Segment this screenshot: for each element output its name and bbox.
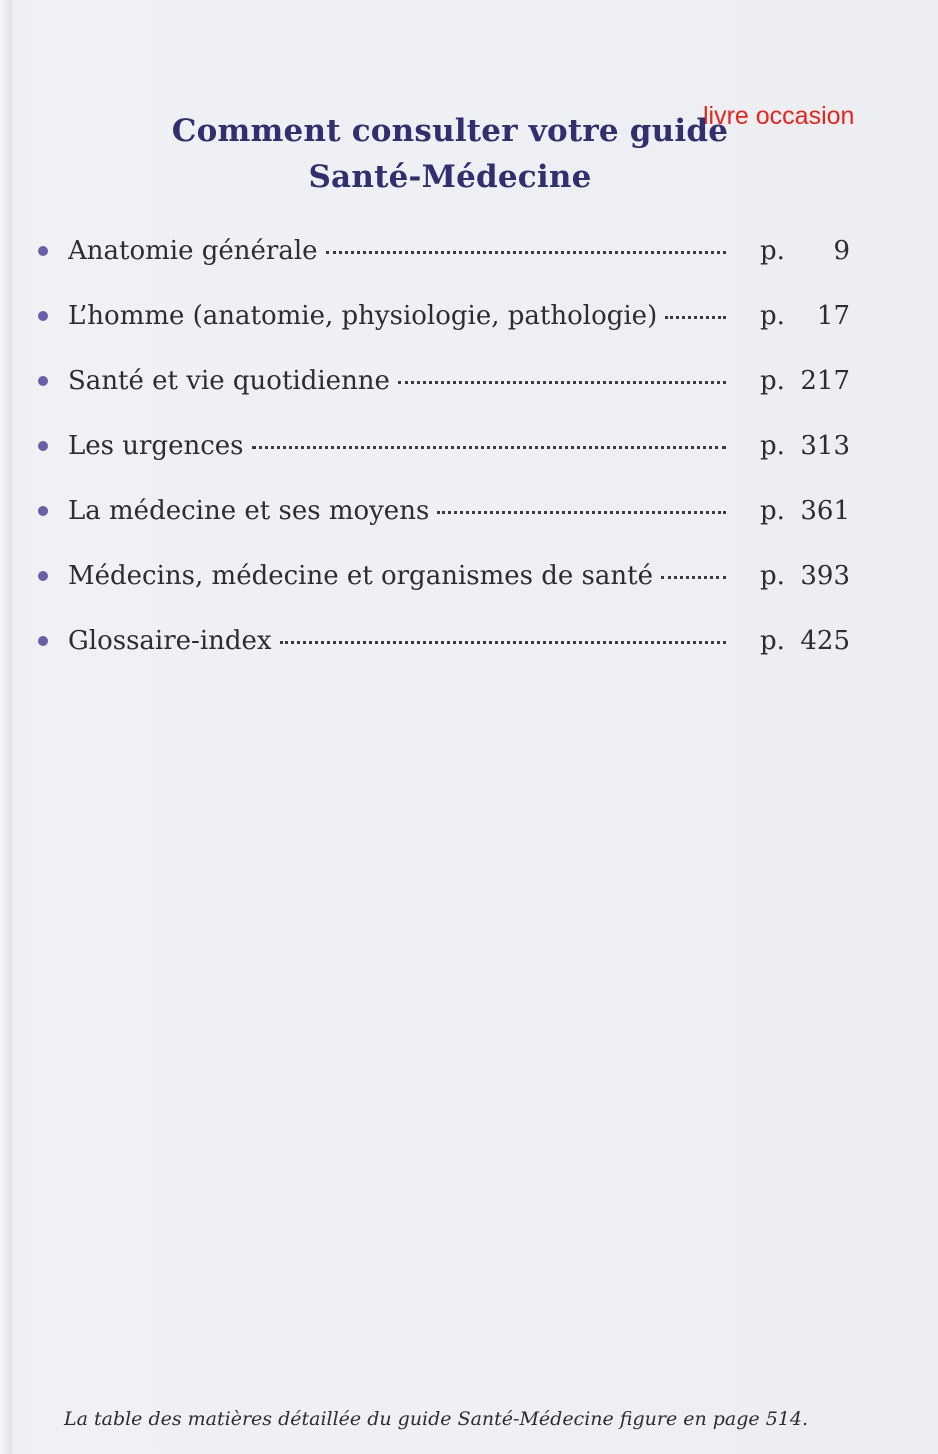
toc-item-label: Les urgences	[68, 430, 244, 461]
toc-item-label: Médecins, médecine et organismes de santé	[68, 560, 653, 591]
bullet-icon	[38, 506, 48, 516]
page-number: 393	[800, 560, 850, 591]
toc-item-les-urgences[interactable]	[38, 413, 858, 478]
dot-leader	[398, 381, 726, 384]
toc-item-medecine-moyens[interactable]	[38, 478, 858, 543]
footnote: La table des matières détaillée du guide Santé-Médecine figure en page 514.	[64, 1408, 808, 1430]
bullet-icon	[38, 376, 48, 386]
toc-page-ref	[760, 366, 850, 396]
page-prefix: p.	[760, 235, 785, 266]
toc-page-ref	[760, 301, 850, 331]
dot-leader	[665, 316, 726, 319]
toc-item-label: Santé et vie quotidienne	[68, 365, 390, 396]
title-line-2: Santé-Médecine	[308, 159, 592, 195]
toc-item-glossaire-index[interactable]	[38, 608, 858, 673]
toc-page-ref	[760, 561, 850, 591]
page-spine-edge	[0, 0, 12, 1454]
bullet-icon	[38, 636, 48, 646]
toc-item-label: Glossaire-index	[68, 625, 272, 656]
page-number: 425	[800, 625, 850, 656]
toc-entry-body	[68, 431, 728, 461]
table-of-contents	[38, 218, 858, 673]
page-title	[120, 108, 780, 200]
toc-item-sante-vie-quotidienne[interactable]	[38, 348, 858, 413]
toc-entry-body	[68, 496, 728, 526]
toc-entry-body	[68, 626, 728, 656]
toc-item-label: Anatomie générale	[68, 235, 318, 266]
dot-leader	[252, 446, 727, 449]
toc-entry-body	[68, 366, 728, 396]
toc-item-medecins-organismes[interactable]	[38, 543, 858, 608]
dot-leader	[437, 511, 726, 514]
toc-entry-body	[68, 236, 728, 266]
page-number: 9	[833, 235, 850, 266]
bullet-icon	[38, 311, 48, 321]
toc-item-label: La médecine et ses moyens	[68, 495, 430, 526]
dot-leader	[661, 576, 726, 579]
toc-item-l-homme[interactable]	[38, 283, 858, 348]
page-number: 217	[800, 365, 850, 396]
page-prefix: p.	[760, 625, 785, 656]
bullet-icon	[38, 571, 48, 581]
watermark-label: livre occasion	[703, 102, 855, 130]
page-prefix: p.	[760, 430, 785, 461]
title-line-1: Comment consulter votre guide	[171, 113, 729, 149]
page-prefix: p.	[760, 560, 785, 591]
page-prefix: p.	[760, 365, 785, 396]
page-number: 361	[800, 495, 850, 526]
dot-leader	[280, 641, 726, 644]
bullet-icon	[38, 441, 48, 451]
toc-page-ref	[760, 496, 850, 526]
toc-entry-body	[68, 561, 728, 591]
dot-leader	[326, 251, 726, 254]
toc-page-ref	[760, 236, 850, 266]
page-number: 313	[800, 430, 850, 461]
toc-page-ref	[760, 626, 850, 656]
bullet-icon	[38, 246, 48, 256]
page-number: 17	[816, 300, 850, 331]
page-prefix: p.	[760, 495, 785, 526]
page-prefix: p.	[760, 300, 785, 331]
toc-item-label: L’homme (anatomie, physiologie, pathologie)	[68, 300, 658, 331]
toc-entry-body	[68, 301, 728, 331]
toc-page-ref	[760, 431, 850, 461]
toc-item-anatomie-generale[interactable]	[38, 218, 858, 283]
